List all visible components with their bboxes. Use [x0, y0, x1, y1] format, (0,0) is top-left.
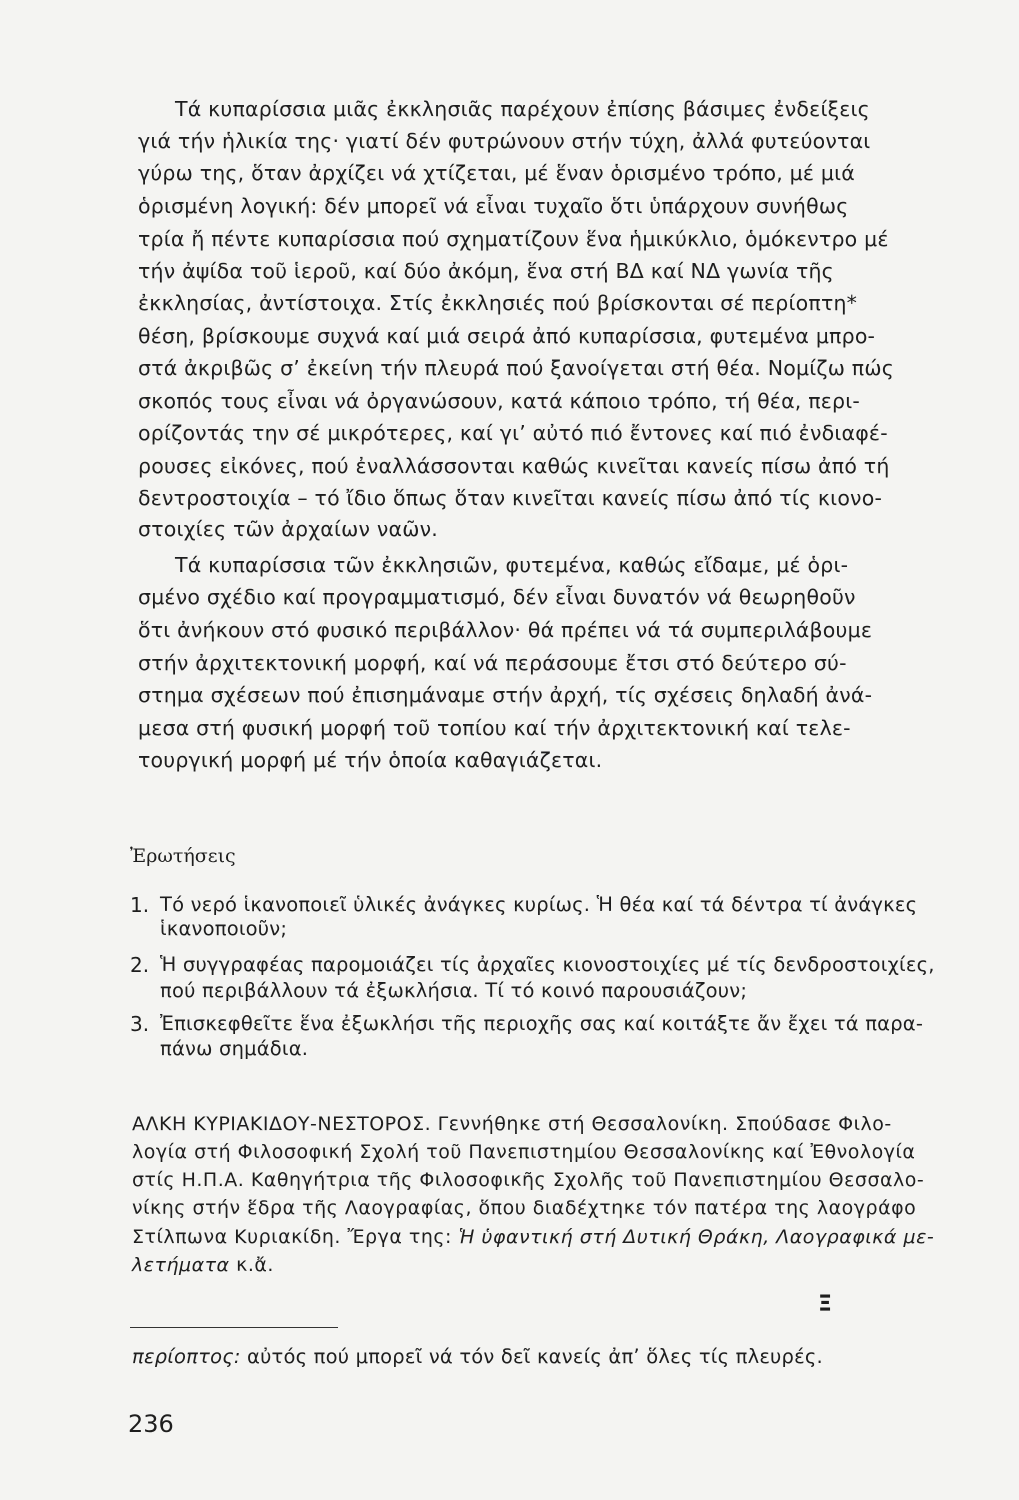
question-text: ἱκανοποιοῦν;	[160, 917, 288, 940]
footnote-divider	[130, 1327, 338, 1328]
text-line: Τά κυπαρίσσια μιᾶς ἐκκλησιᾶς παρέχουν ἐπίσης βάσιμες ἐνδείξεις	[175, 97, 870, 121]
text-line: σμένο σχέδιο καί προγραμματισμό, δέν εἶναι δυνατόν νά θεωρηθοῦν	[138, 585, 856, 609]
work-title: Ἡ ὑφαντική στή Δυτική Θράκη, Λαογραφικά με-	[458, 1226, 935, 1248]
text-line: μεσα στή φυσική μορφή τοῦ τοπίου καί τήν ἀρχιτεκτονική καί τελε-	[138, 716, 851, 740]
question-text: Ἡ συγγραφέας παρομοιάζει τίς ἀρχαῖες κιονοστοιχίες μέ τίς δενδροστοιχίες,	[160, 953, 935, 976]
text-line: γύρω της, ὅταν ἀρχίζει νά χτίζεται, μέ ἕναν ὁρισμένο τρόπο, μέ μιά	[138, 161, 856, 185]
margin-mark: Ξ	[818, 1292, 832, 1317]
bio-line	[132, 1225, 934, 1249]
question-text: πάνω σημάδια.	[160, 1037, 309, 1060]
question-number: 3.	[130, 1012, 150, 1036]
bio-line: ΑΛΚΗ ΚΥΡΙΑΚΙΔΟΥ-ΝΕΣΤΟΡΟΣ. Γεννήθηκε στή Θεσσαλονίκη. Σπούδασε Φιλο-	[132, 1113, 892, 1135]
question-number: 1.	[130, 893, 150, 917]
text-line: δεντροστοιχία – τό ἴδιο ὅπως ὅταν κινεῖται κανείς πίσω ἀπό τίς κιονο-	[138, 486, 883, 510]
text-line: ἐκκλησίας, ἀντίστοιχα. Στίς ἐκκλησιές πού βρίσκονται σέ περίοπτη*	[138, 291, 858, 315]
text-line: στά ἀκριβῶς σ’ ἐκείνη τήν πλευρά πού ξανοίγεται στή θέα. Νομίζω πώς	[138, 356, 894, 380]
text-line: Τά κυπαρίσσια τῶν ἐκκλησιῶν, φυτεμένα, καθώς εἴδαμε, μέ ὁρι-	[175, 553, 849, 577]
text-line: τρία ἤ πέντε κυπαρίσσια πού σχηματίζουν ἕνα ἡμικύκλιο, ὁμόκεντρο μέ	[138, 227, 889, 251]
page-number: 236	[128, 1410, 174, 1438]
bio-line: λογία στή Φιλοσοφική Σχολή τοῦ Πανεπιστημίου Θεσσαλονίκης καί Ἐθνολογία	[132, 1141, 916, 1163]
text-line: ὁρισμένη λογική: δέν μπορεῖ νά εἶναι τυχαῖο ὅτι ὑπάρχουν συνήθως	[138, 194, 849, 218]
text-line: ορίζοντάς την σέ μικρότερες, καί γι’ αὐτό πιό ἔντονες καί πιό ἐνδιαφέ-	[138, 421, 888, 445]
text-line: στημα σχέσεων πού ἐπισημάναμε στήν ἀρχή, τίς σχέσεις δηλαδή ἀνά-	[138, 683, 873, 707]
question-text: Τό νερό ἱκανοποιεῖ ὑλικές ἀνάγκες κυρίως. Ἡ θέα καί τά δέντρα τί ἀνάγκες	[160, 893, 918, 916]
bio-line: νίκης στήν ἕδρα τῆς Λαογραφίας, ὅπου διαδέχτηκε τόν πατέρα της λαογράφο	[132, 1197, 917, 1219]
text-line: τήν ἀψίδα τοῦ ἱεροῦ, καί δύο ἀκόμη, ἕνα στή ΒΔ καί ΝΔ γωνία τῆς	[138, 259, 834, 283]
bio-text: κ.ἄ.	[229, 1254, 274, 1276]
bio-text: Στίλπωνα Κυριακίδη. Ἔργα της:	[132, 1226, 459, 1248]
bio-line	[132, 1253, 274, 1277]
text-line: γιά τήν ἡλικία της· γιατί δέν φυτρώνουν στήν τύχη, ἀλλά φυτεύονται	[138, 129, 871, 153]
text-line: στήν ἀρχιτεκτονική μορφή, καί νά περάσουμε ἔτσι στό δεύτερο σύ-	[138, 651, 847, 675]
questions-heading: Ἐρωτήσεις	[130, 845, 236, 867]
text-line: θέση, βρίσκουμε συχνά καί μιά σειρά ἀπό κυπαρίσσια, φυτεμένα μπρο-	[138, 324, 876, 348]
text-line: ὅτι ἀνήκουν στό φυσικό περιβάλλον· θά πρέπει νά τά συμπεριλάβουμε	[138, 618, 873, 642]
question-text: Ἐπισκεφθεῖτε ἕνα ἐξωκλήσι τῆς περιοχῆς σας καί κοιτάξτε ἄν ἔχει τά παρα-	[160, 1012, 924, 1035]
text-line: ρουσες εἰκόνες, πού ἐναλλάσσονται καθώς κινεῖται κανείς πίσω ἀπό τή	[138, 454, 890, 478]
footnote-term: περίοπτος:	[132, 1345, 241, 1368]
text-line: σκοπός τους εἶναι νά ὀργανώσουν, κατά κάποιο τρόπο, τή θέα, περι-	[138, 389, 861, 413]
text-line: τουργική μορφή μέ τήν ὁποία καθαγιάζεται.	[138, 748, 603, 772]
text-line: στοιχίες τῶν ἀρχαίων ναῶν.	[138, 517, 438, 541]
bio-line: στίς Η.Π.Α. Καθηγήτρια τῆς Φιλοσοφικῆς Σχολῆς τοῦ Πανεπιστημίου Θεσσαλο-	[132, 1169, 925, 1191]
question-number: 2.	[130, 953, 150, 977]
question-text: πού περιβάλλουν τά ἐξωκλήσια. Τί τό κοινό παρουσιάζουν;	[160, 979, 748, 1002]
footnote-text: αὐτός πού μπορεῖ νά τόν δεῖ κανείς ἀπ’ ὅλες τίς πλευρές.	[240, 1345, 823, 1368]
work-title: λετήματα	[132, 1254, 230, 1276]
footnote	[132, 1345, 823, 1369]
